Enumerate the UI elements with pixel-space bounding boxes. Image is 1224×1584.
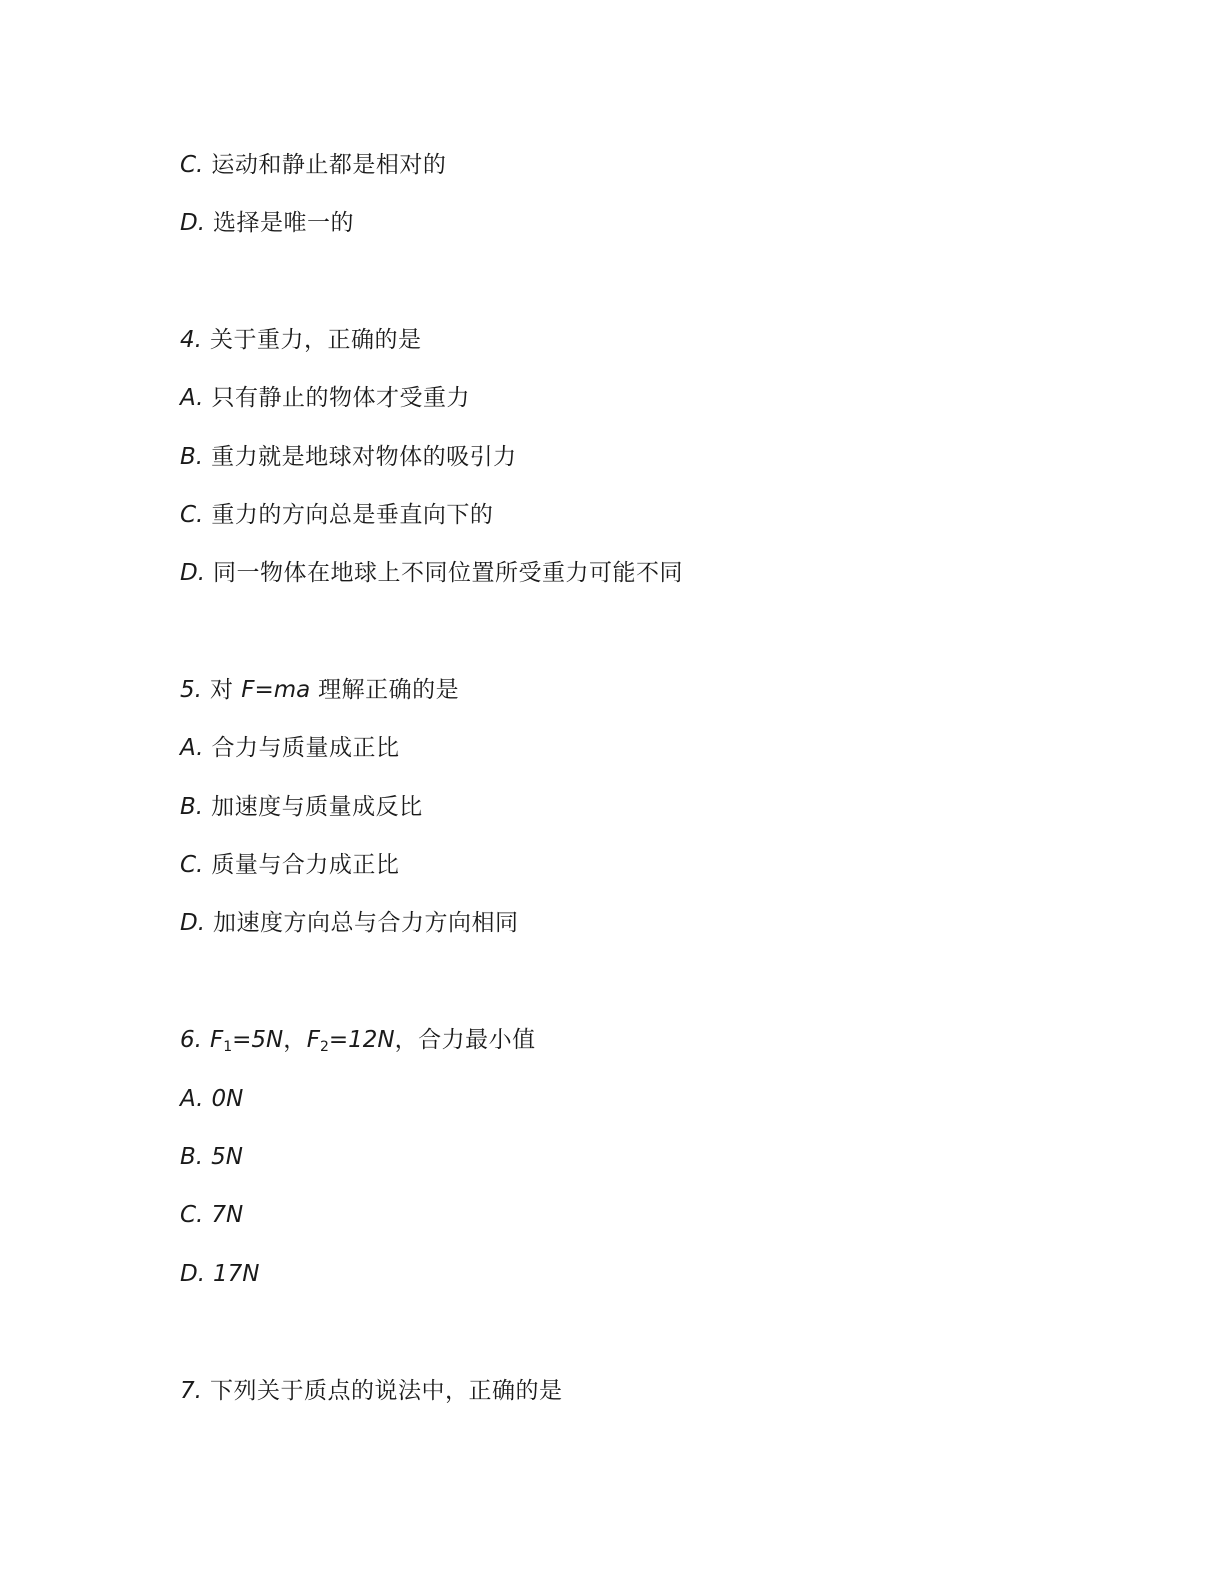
- option-marker: C.: [180, 152, 204, 178]
- option-marker: D.: [180, 1261, 206, 1287]
- q5-option-d: [180, 908, 519, 938]
- q6-option-a: [180, 1084, 243, 1114]
- option-text: 5N: [211, 1144, 243, 1170]
- question-5: [180, 675, 459, 705]
- question-text-after: 理解正确的是: [310, 677, 460, 703]
- option-text: 质量与合力成正比: [211, 852, 400, 878]
- force-2-subscript: 2: [319, 1039, 329, 1055]
- question-text-before: 对: [209, 677, 242, 703]
- force-1-value: =5N: [232, 1027, 284, 1053]
- question-text: 关于重力，正确的是: [209, 327, 422, 353]
- option-marker: B.: [180, 444, 204, 470]
- option-text: 7N: [211, 1202, 244, 1228]
- option-text: 运动和静止都是相对的: [211, 152, 447, 178]
- option-text: 17N: [213, 1261, 260, 1287]
- q6-option-c: [180, 1200, 243, 1230]
- separator: ，: [283, 1027, 307, 1053]
- force-1-symbol: F: [209, 1027, 224, 1053]
- option-text: 重力的方向总是垂直向下的: [211, 502, 494, 528]
- option-text: 加速度与质量成反比: [211, 794, 423, 820]
- question-7: [180, 1376, 562, 1406]
- option-text: 0N: [211, 1086, 244, 1112]
- force-2-value: =12N: [328, 1027, 395, 1053]
- option-text: 选择是唯一的: [213, 210, 355, 236]
- question-number: 7.: [180, 1378, 202, 1404]
- q5-option-b: [180, 792, 423, 822]
- formula: F=ma: [241, 677, 311, 703]
- q4-option-c: [180, 500, 493, 530]
- option-text: 重力就是地球对物体的吸引力: [211, 444, 517, 470]
- option-marker: A.: [180, 1086, 204, 1112]
- option-marker: D.: [180, 910, 206, 936]
- q3-option-c: [180, 150, 446, 180]
- option-text: 同一物体在地球上不同位置所受重力可能不同: [213, 560, 684, 586]
- question-text-after: ，合力最小值: [394, 1027, 536, 1053]
- force-2-symbol: F: [306, 1027, 320, 1053]
- option-marker: B.: [180, 1144, 204, 1170]
- option-marker: C.: [180, 1202, 204, 1228]
- question-number: 5.: [180, 677, 202, 703]
- option-marker: A.: [180, 385, 204, 411]
- q5-option-a: [180, 733, 399, 763]
- option-text: 加速度方向总与合力方向相同: [213, 910, 519, 936]
- question-4: [180, 325, 421, 355]
- option-text: 合力与质量成正比: [211, 735, 400, 761]
- q4-option-d: [180, 558, 683, 588]
- question-number: 6.: [180, 1027, 202, 1053]
- q4-option-a: [180, 383, 470, 413]
- option-marker: A.: [180, 735, 204, 761]
- question-6: [180, 1025, 536, 1055]
- option-marker: C.: [180, 852, 204, 878]
- q3-option-d: [180, 208, 354, 238]
- question-number: 4.: [180, 327, 202, 353]
- option-marker: D.: [180, 210, 206, 236]
- q6-option-b: [180, 1142, 243, 1172]
- option-marker: D.: [180, 560, 206, 586]
- q6-option-d: [180, 1259, 260, 1289]
- option-text: 只有静止的物体才受重力: [211, 385, 470, 411]
- q4-option-b: [180, 442, 517, 472]
- question-text: 下列关于质点的说法中，正确的是: [209, 1378, 563, 1404]
- option-marker: B.: [180, 794, 204, 820]
- force-1-subscript: 1: [223, 1039, 233, 1055]
- option-marker: C.: [180, 502, 204, 528]
- q5-option-c: [180, 850, 399, 880]
